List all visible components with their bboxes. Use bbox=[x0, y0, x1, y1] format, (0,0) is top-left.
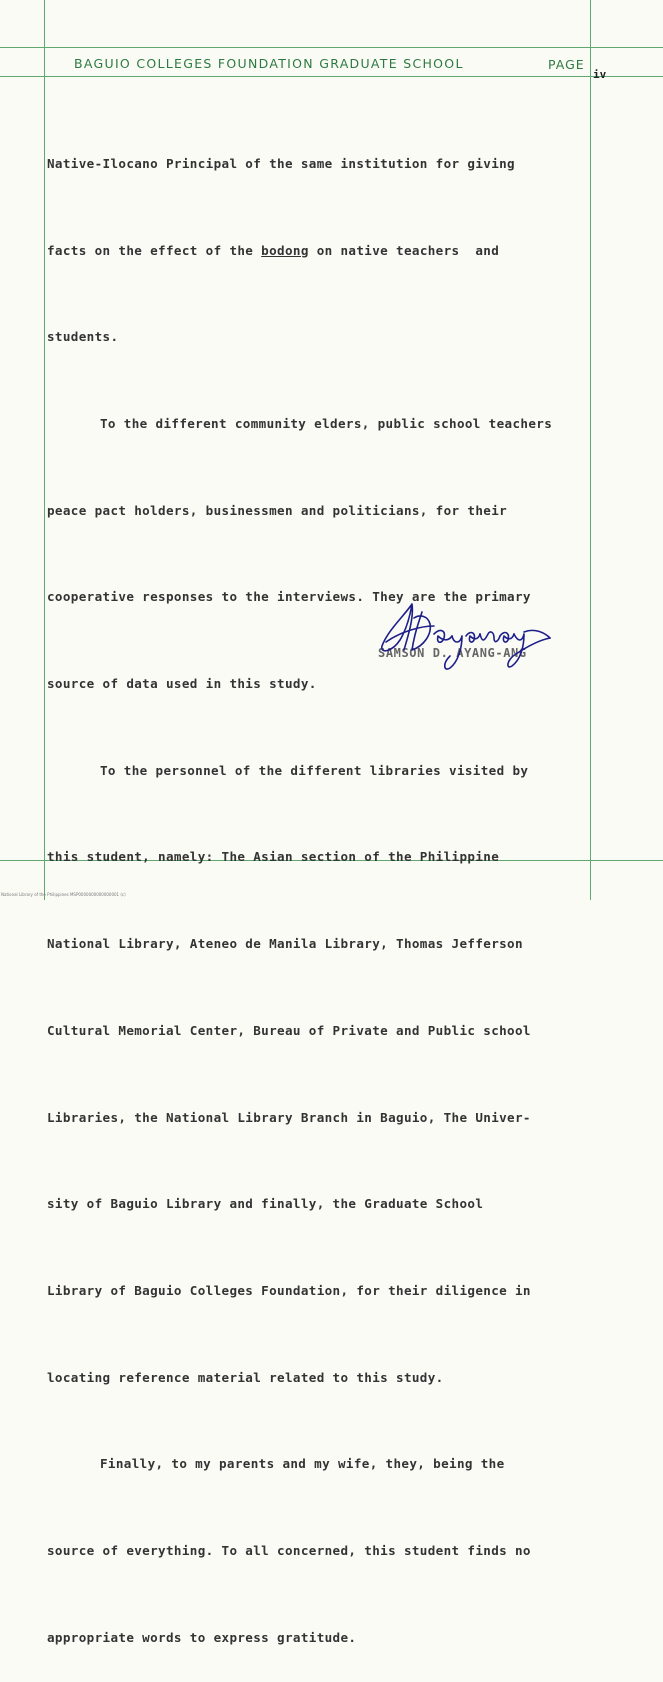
underlined-term: bodong bbox=[261, 242, 309, 258]
page-number: iv bbox=[593, 68, 607, 81]
text-line: Finally, to my parents and my wife, they, being the bbox=[100, 1456, 505, 1472]
text-line: cooperative responses to the interviews. They are the primary bbox=[47, 589, 531, 605]
top-rule bbox=[0, 47, 663, 48]
text-line bbox=[47, 237, 602, 266]
text-line: National Library, Ateneo de Manila Library, Thomas Jefferson bbox=[47, 936, 523, 952]
text-line: appropriate words to express gratitude. bbox=[47, 1629, 357, 1645]
acknowledgment-text bbox=[47, 92, 602, 1682]
left-margin-rule bbox=[44, 0, 45, 900]
text-line: source of data used in this study. bbox=[47, 676, 317, 692]
text-line: To the different community elders, public school teachers bbox=[100, 415, 553, 431]
text-line: this student, namely: The Asian section of the Philippine bbox=[47, 849, 500, 865]
text-run: on native teachers and bbox=[308, 242, 500, 258]
typed-signatory-name: SAMSON D. AYANG-ANG bbox=[378, 646, 527, 660]
archive-footer-note: National Library of the Philippines MSP0000000000000001 (c) bbox=[1, 892, 126, 897]
institution-header: BAGUIO COLLEGES FOUNDATION GRADUATE SCHOOL bbox=[74, 56, 464, 71]
text-line: Library of Baguio Colleges Foundation, for their diligence in bbox=[47, 1282, 531, 1298]
text-line: peace pact holders, businessmen and politicians, for their bbox=[47, 502, 508, 518]
page-label: PAGE bbox=[548, 57, 585, 72]
text-run: facts on the effect of the bbox=[47, 242, 262, 258]
text-line: To the personnel of the different libraries visited by bbox=[100, 762, 529, 778]
text-line: Native-Ilocano Principal of the same institution for giving bbox=[47, 155, 515, 171]
text-line: locating reference material related to this study. bbox=[47, 1369, 444, 1385]
text-line: Cultural Memorial Center, Bureau of Private and Public school bbox=[47, 1022, 531, 1038]
handwritten-signature bbox=[374, 596, 559, 674]
text-line: Libraries, the National Library Branch in Baguio, The Univer- bbox=[47, 1109, 531, 1125]
text-line: source of everything. To all concerned, this student finds no bbox=[47, 1543, 531, 1559]
text-line: sity of Baguio Library and finally, the Graduate School bbox=[47, 1196, 484, 1212]
header-rule bbox=[0, 76, 663, 77]
text-line: students. bbox=[47, 329, 119, 345]
